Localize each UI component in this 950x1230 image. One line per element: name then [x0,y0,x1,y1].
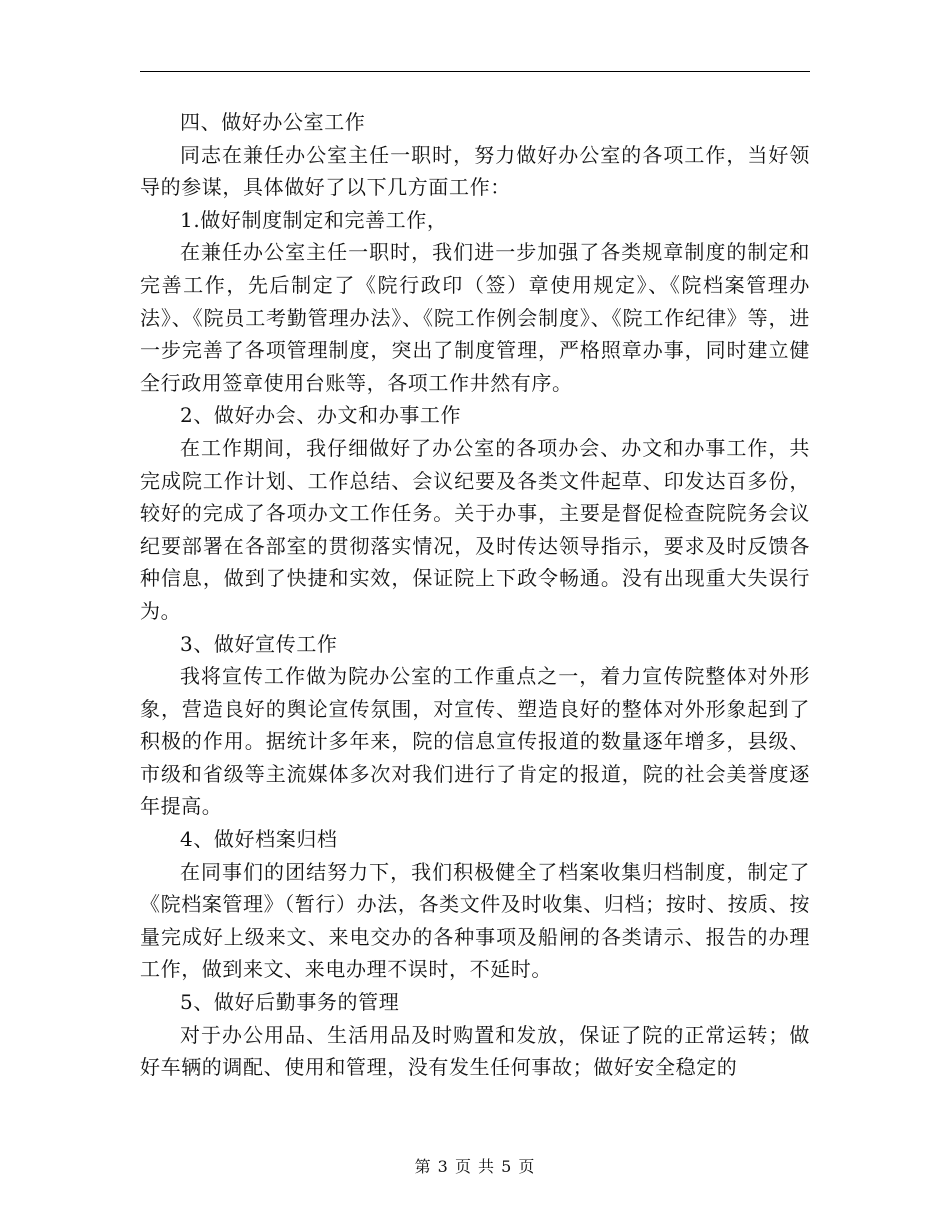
body-paragraph-2: 在工作期间，我仔细做好了办公室的各项办会、办文和办事工作，共完成院工作计划、工作总结、会议纪要及各类文件起草、印发达百多份，较好的完成了各项办文工作任务。关于办事，主要是督促检查院院务会议纪要部署在各部室的贯彻落实情况，及时传达领导指示，要求及时反馈各种信息，做到了快捷和实效，保证院上下政令畅通。没有出现重大失误行为。 [140,435,810,623]
body-paragraph-1: 在兼任办公室主任一职时，我们进一步加强了各类规章制度的制定和完善工作，先后制定了《院行政印（签）章使用规定》、《院档案管理办法》、《院员工考勤管理办法》、《院工作例会制度》、《院工作纪律》等，进一步完善了各项管理制度，突出了制度管理，严格照章办事，同时建立健全行政用签章使用台账等，各项工作井然有序。 [140,240,810,395]
subheading-1: 1.做好制度制定和完善工作， [180,207,448,232]
page-number-footer: 第 3 页 共 5 页 [414,1157,536,1176]
body-paragraph-5: 对于办公用品、生活用品及时购置和发放，保证了院的正常运转；做好车辆的调配、使用和管理，没有发生任何事故；做好安全稳定的 [140,1022,810,1080]
body-paragraph-3: 我将宣传工作做为院办公室的工作重点之一，着力宣传院整体对外形象，营造良好的舆论宣传氛围，对宣传、塑造良好的整体对外形象起到了积极的作用。据统计多年来，院的信息宣传报道的数量逐年增多，县级、市级和省级等主流媒体多次对我们进行了肯定的报道，院的社会美誉度逐年提高。 [140,664,810,819]
body-paragraph-4: 在同事们的团结努力下，我们积极健全了档案收集归档制度，制定了《院档案管理》（暂行）办法，各类文件及时收集、归档；按时、按质、按量完成好上级来文、来电交办的各种事项及船闸的各类请示、报告的办理工作，做到来文、来电办理不误时，不延时。 [140,859,810,982]
section-heading-4: 四、做好办公室工作 [180,110,366,134]
intro-paragraph: 同志在兼任办公室主任一职时，努力做好办公室的各项工作，当好领导的参谋，具体做好了以下几方面工作： [140,142,810,200]
subheading-3: 3、做好宣传工作 [180,631,338,656]
document-body [140,106,810,1084]
header-rule [140,71,810,72]
subheading-2: 2、做好办会、办文和办事工作 [180,403,462,428]
subheading-5: 5、做好后勤事务的管理 [180,990,400,1015]
subheading-4: 4、做好档案归档 [180,827,338,852]
